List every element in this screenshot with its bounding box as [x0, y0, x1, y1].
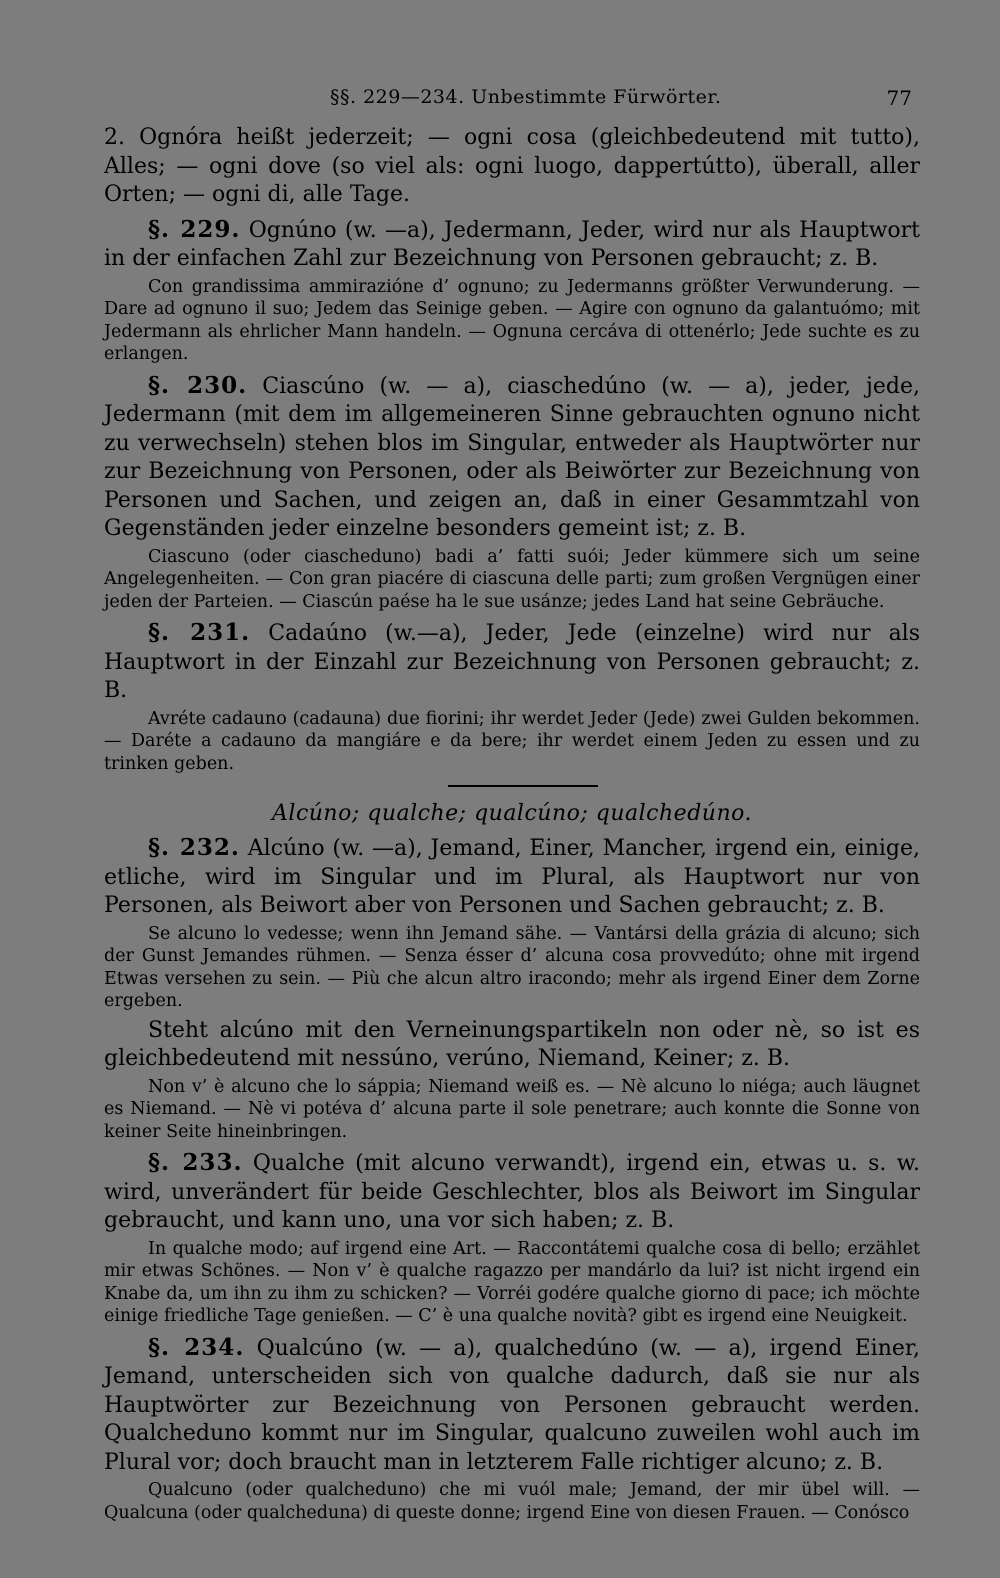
- section-text: Qualcúno (w. — a), qualchedúno (w. — a), irgend Einer, Jemand, unterscheiden sich von qualche dadurch, daß sie nur als Hauptwörter zur Bezeichnung von Personen gebraucht werden. Qualcheduno kommt nur im Singular, qualcuno zuweilen wohl auch im Plural vor; doch braucht man in letzterem Falle richtiger alcuno; z. B.: [104, 1335, 921, 1475]
- examples-232: Se alcuno lo vedesse; wenn ihn Jemand sähe. — Vantársi della grázia di alcuno; sich der Gunst Jemandes rühmen. — Senza ésser d’ alcuna cosa provvedúto; ohne mit irgend Etwas versehen zu sein. — Più che alcun altro iracondo; mehr als irgend Einer dem Zorne ergeben.: [104, 923, 920, 1011]
- section-text: Ognúno (w. —a), Jedermann, Jeder, wird nur als Hauptwort in der einfachen Zahl zur Bezeichnung von Personen gebraucht; z. B.: [104, 217, 921, 271]
- section-text: Qualche (mit alcuno verwandt), irgend ein, etwas u. s. w. wird, unverändert für beide Geschlechter, blos als Beiwort im Singular gebraucht, und kann uno, una vor sich haben; z. B.: [104, 1151, 920, 1233]
- section-231: [104, 619, 920, 706]
- section-text: Alcúno (w. —a), Jemand, Einer, Mancher, irgend ein, einige, etliche, wird im Singular und im Plural, als Hauptwort nur von Personen, als Beiwort aber von Personen und Sachen gebraucht; z. B.: [104, 836, 920, 918]
- examples-234: Qualcuno (oder qualcheduno) che mi vuól male; Jemand, der mir übel will. — Qualcuna (oder qualcheduna) di queste donne; irgend Eine von diesen Frauen. — Conósco: [104, 1480, 920, 1523]
- examples-231: Avréte cadauno (cadauna) due fiorini; ihr werdet Jeder (Jede) zwei Gulden bekommen. — Daréte a cadauno da mangiáre e da bere; ihr werdet einem Jeden zu essen und zu trinken geben.: [104, 708, 920, 774]
- examples-233: In qualche modo; auf irgend eine Art. — Raccontátemi qualche cosa di bello; erzählet mir etwas Schönes. — Non v’ è qualche ragazzo per mandárlo da lui? ist nicht irgend ein Knabe da, um ihn zu ihm zu schicken? — Vorréi godére qualche giorno di pace; ich möchte einige friedliche Tage genießen. — C’ è una qualche novità? gibt es irgend eine Neuigkeit.: [104, 1238, 920, 1326]
- section-number: §. 233.: [148, 1149, 243, 1176]
- section-number: §. 230.: [148, 371, 248, 399]
- page-number: 77: [886, 86, 912, 110]
- section-230: [104, 372, 920, 544]
- page-body: [104, 124, 920, 1528]
- section-232-note: Steht alcúno mit den Verneinungspartikeln non oder nè, so ist es gleichbedeutend mit nessúno, verúno, Niemand, Keiner; z. B.: [104, 1017, 920, 1071]
- section-number: §. 231.: [148, 619, 251, 646]
- running-title: §§. 229—234. Unbestimmte Fürwörter.: [330, 86, 722, 108]
- page-header: [0, 86, 1000, 116]
- section-number: §. 232.: [148, 834, 240, 861]
- examples-230: Ciascuno (oder ciascheduno) badi a’ fatti suói; Jeder kümmere sich um seine Angelegenheiten. — Con gran piacére di ciascuna delle parti; zum großen Vergnügen einer jeden der Parteien. — Ciascún paése ha le sue usánze; jedes Land hat seine Gebräuche.: [104, 546, 920, 612]
- section-229: [104, 216, 920, 274]
- section-234: [104, 1334, 920, 1478]
- subsection-heading: Alcúno; qualche; qualcúno; qualchedúno.: [272, 801, 752, 826]
- examples-229: Con grandissima ammirazióne d’ ognuno; zu Jedermanns größter Verwunderung. — Dare ad ognuno il suo; Jedem das Seinige geben. — Agire con ognuno da galantuómo; mit Jedermann als ehrlicher Mann handeln. — Ognuna cercáva di ottenérlo; Jede suchte es zu erlangen.: [104, 276, 920, 364]
- examples-232-note: Non v’ è alcuno che lo sáppia; Niemand weiß es. — Nè alcuno lo niéga; auch läugnet es Niemand. — Nè vi potéva d’ alcuna parte il sole penetrare; auch konnte die Sonne von keiner Seite hineinbringen.: [104, 1076, 920, 1142]
- section-number: §. 234.: [148, 1333, 245, 1361]
- section-text: Ciascúno (w. — a), ciaschedúno (w. — a), jeder, jede, Jedermann (mit dem im allgemeineren Sinne gebrauchten ognuno nicht zu verwechseln) stehen blos im Singular, entweder als Hauptwörter nur zur Bezeichnung von Personen, oder als Beiwörter zur Bezeichnung von Personen und Sachen, und zeigen an, daß in einer Gesammtzahl von Gegenständen jeder einzelne besonders gemeint ist; z. B.: [104, 373, 920, 541]
- section-number: §. 229.: [148, 215, 241, 243]
- section-text: Cadaúno (w.—a), Jeder, Jede (einzelne) wird nur als Hauptwort in der Einzahl zur Bezeichnung von Personen gebraucht; z. B.: [104, 621, 921, 703]
- paragraph-ognora: 2. Ognóra heißt jederzeit; — ogni cosa (gleichbedeutend mit tutto), Alles; — ogni dove (so viel als: ogni luogo, dappertútto), überall, aller Orten; — ogni di, alle Tage.: [104, 125, 920, 207]
- section-232: [104, 834, 920, 921]
- section-233: [104, 1149, 920, 1236]
- divider-rule: [448, 785, 598, 787]
